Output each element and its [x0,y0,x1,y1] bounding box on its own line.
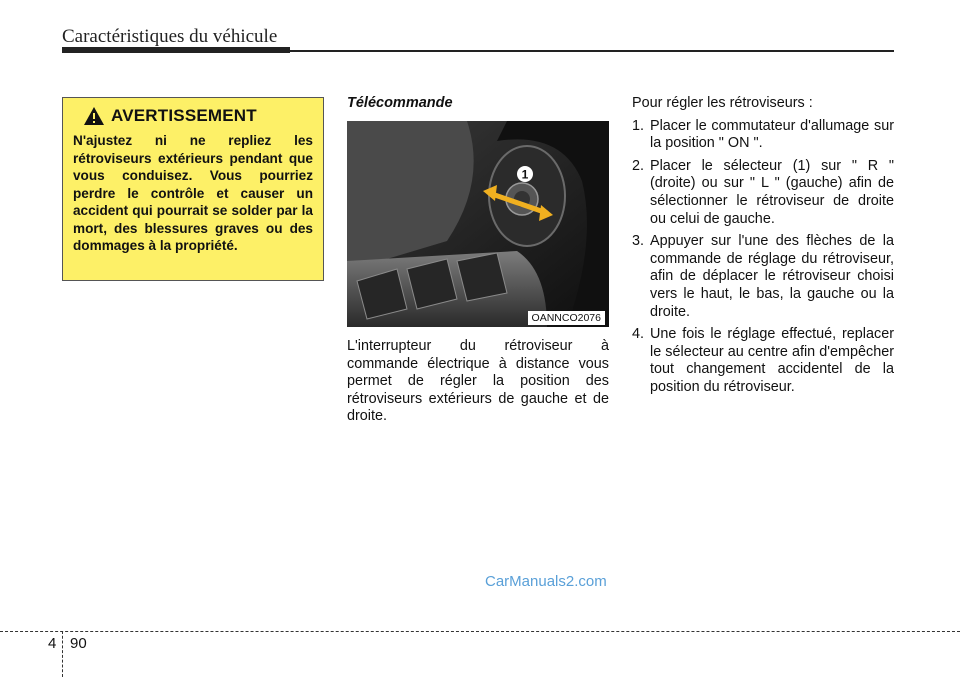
figure-code: OANNCO2076 [528,311,605,325]
step-text: Une fois le réglage effectué, replacer le sélecteur au centre afin d'empêcher tout changement accidentel de la position du rétroviseur. [650,326,894,395]
warning-title: AVERTISSEMENT [111,106,257,125]
step-text: Appuyer sur l'une des flèches de la commande de réglage du rétroviseur, afin de déplacer le rétroviseur choisi vers le haut, le bas, la gauche ou la droite. [650,233,894,320]
procedure-step [632,158,894,228]
step-number: 1. [632,117,645,134]
warning-header [83,106,313,126]
step-text: Placer le commutateur d'allumage sur la position " ON ". [650,117,894,152]
mirror-switch-figure [347,121,609,327]
right-column [632,95,894,402]
warning-box [62,97,324,281]
section-title: Télécommande [347,95,453,111]
procedure-step [632,233,894,321]
step-text: Placer le sélecteur (1) sur " R " (droite) ou sur " L " (gauche) afin de sélectionner le rétroviseur de droite ou celui de gauche. [650,157,894,227]
warning-text: N'ajustez ni ne repliez les rétroviseurs extérieurs pendant que vous conduisez. Vous pourriez perdre le contrôle et causer un accident qui pourrait se solder par la mort, des blessures graves ou des dommages à la propriété. [73,133,313,253]
middle-column [347,95,609,426]
step-number: 4. [632,326,645,343]
warning-triangle-icon [83,106,105,126]
watermark-link[interactable]: CarManuals2.com [485,573,607,590]
footer-rule [0,631,960,632]
body-paragraph: L'interrupteur du rétroviseur à commande électrique à distance vous permet de régler la position des rétroviseurs extérieurs de gauche et de droite. [347,338,609,425]
callout-number: 1 [521,167,529,182]
procedure-step [632,118,894,153]
footer-page-number: 90 [70,635,87,652]
procedure-intro: Pour régler les rétroviseurs : [632,95,813,111]
header-rule [62,50,894,52]
step-number: 2. [632,157,645,174]
procedure-step [632,326,894,396]
footer-divider [62,631,63,677]
door-panel-illustration [347,121,609,327]
step-number: 3. [632,233,645,250]
footer-chapter-number: 4 [48,635,57,652]
chapter-title: Caractéristiques du véhicule [62,26,278,47]
